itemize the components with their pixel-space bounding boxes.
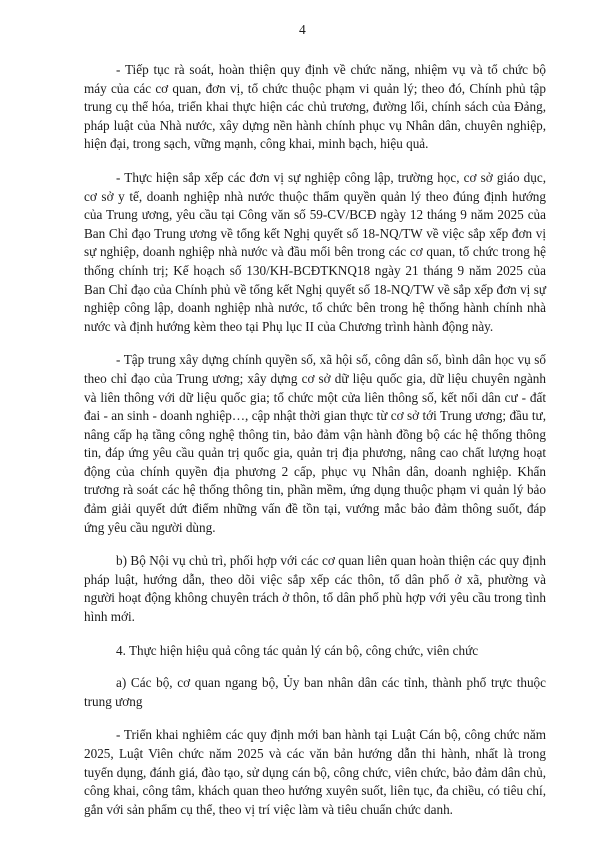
paragraph-digital-government: - Tập trung xây dựng chính quyền số, xã hội số, công dân số, bình dân học vụ số theo chỉ đạo của Trung ương; xây dựng cơ sở dữ liệu quốc gia, dữ liệu chuyên ngành và liên thông với dữ liệu quốc gia; tổ chức một cửa liên thông số, kết nối dân cư - đất đai - an sinh - doanh nghiệp…, cập nhật thời gian thực từ cơ sở tới Trung ương; đầu tư, nâng cấp hạ tầng công nghệ thông tin, bảo đảm vận hành đồng bộ các hệ thống thông tin, đáp ứng yêu cầu quản trị quốc gia, quản trị địa phương, nâng cao chất lượng hoạt động của chính quyền địa phương 2 cấp, phục vụ Nhân dân, doanh nghiệp. Khẩn trương rà soát các hệ thống thông tin, phần mềm, ứng dụng thuộc phạm vi quản lý bảo đảm giải quyết dứt điểm những vấn đề tồn tại, vướng mắc bảo đảm thông suốt, đáp ứng yêu cầu người dùng. [84, 352, 546, 535]
paragraph-review-organization: - Tiếp tục rà soát, hoàn thiện quy định về chức năng, nhiệm vụ và tổ chức bộ máy của các cơ quan, đơn vị, tổ chức thuộc phạm vi quản lý; theo đó, Chính phủ tập trung cụ thể hóa, triển khai thực hiện các chủ trương, đường lối, chính sách của Đảng, pháp luật của Nhà nước, xây dựng nền hành chính phục vụ Nhân dân, chuyên nghiệp, hiện đại, trong sạch, vững mạnh, công khai, minh bạch, hiệu quả. [84, 62, 546, 152]
paragraph-ministry-home-affairs: b) Bộ Nội vụ chủ trì, phối hợp với các cơ quan liên quan hoàn thiện các quy định pháp luật, hướng dẫn, theo dõi việc sắp xếp các thôn, tổ dân phố ở xã, phường và người hoạt động không chuyên trách ở thôn, tổ dân phố phù hợp với yêu cầu trong tình hình mới. [84, 553, 546, 625]
paragraph-public-units-arrangement: - Thực hiện sắp xếp các đơn vị sự nghiệp công lập, trường học, cơ sở giáo dục, cơ sở y tế, doanh nghiệp nhà nước thuộc thẩm quyền quản lý theo đúng định hướng của Trung ương, yêu cầu tại Công văn số 59-CV/BCĐ ngày 12 tháng 9 năm 2025 của Ban Chỉ đạo Trung ương về tổng kết Nghị quyết số 18-NQ/TW về việc sắp xếp đơn vị sự nghiệp, doanh nghiệp nhà nước và đầu mối bên trong các cơ quan, tổ chức trong hệ thống chính trị; Kế hoạch số 130/KH-BCĐTKNQ18 ngày 21 tháng 9 năm 2025 của Ban Chỉ đạo của Chính phủ về tổng kết Nghị quyết số 18-NQ/TW về sắp xếp đơn vị sự nghiệp công lập, doanh nghiệp nhà nước, tổ chức bên trong hệ thống hành chính nhà nước và định hướng kèm theo tại Phụ lục II của Chương trình hành động này. [84, 169, 546, 334]
section-heading-4: 4. Thực hiện hiệu quả công tác quản lý cán bộ, công chức, viên chức [116, 642, 479, 658]
paragraph-implement-laws: - Triển khai nghiêm các quy định mới ban hành tại Luật Cán bộ, công chức năm 2025, Luật Viên chức năm 2025 và các văn bản hướng dẫn thi hành, nhất là trong tuyển dụng, đánh giá, đào tạo, sử dụng cán bộ, công chức, viên chức, bảo đảm dân chủ, công khai, công tâm, khách quan theo hướng xuyên suốt, liên tục, đa chiều, có tiêu chí, gắn với sản phẩm cụ thể, theo vị trí việc làm và tiêu chuẩn chức danh. [84, 727, 546, 817]
document-body [84, 61, 546, 834]
page-number: 4 [299, 22, 306, 37]
paragraph-ministries-provinces: a) Các bộ, cơ quan ngang bộ, Ủy ban nhân dân các tỉnh, thành phố trực thuộc trung ương [84, 675, 546, 709]
